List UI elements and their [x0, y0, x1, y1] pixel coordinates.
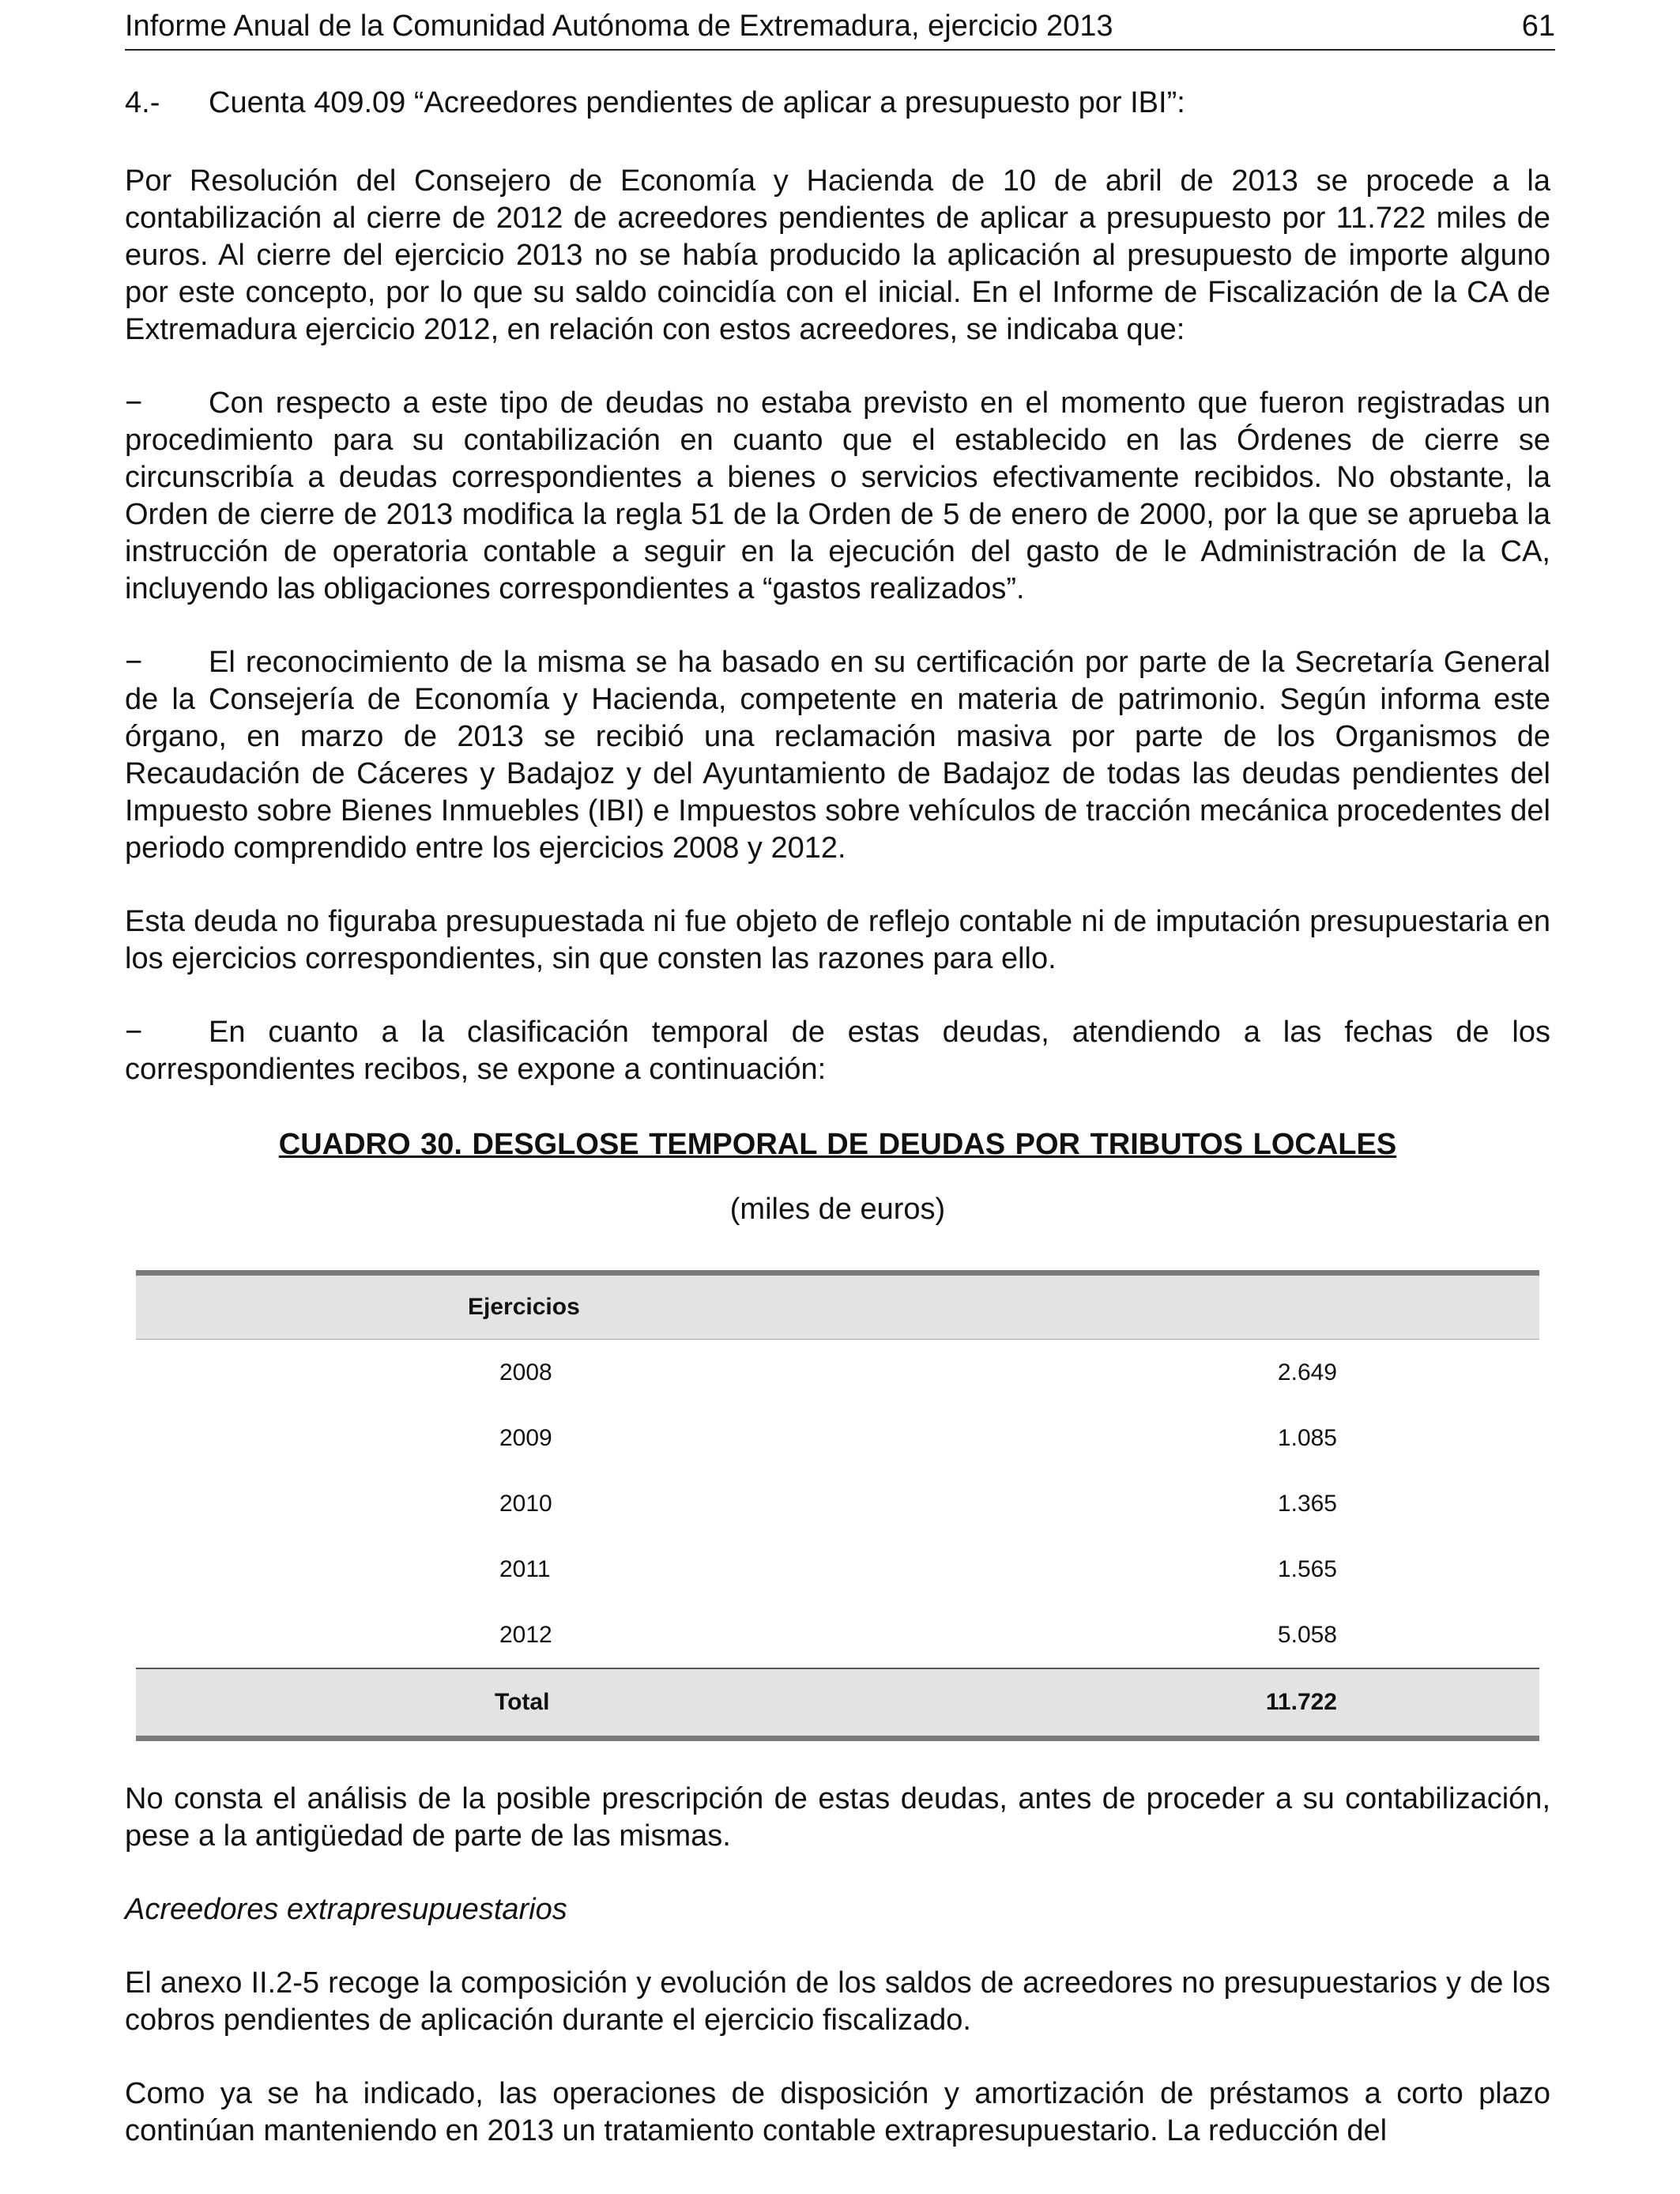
row-year: 2010	[499, 1490, 552, 1517]
section-title: Cuenta 409.09 “Acreedores pendientes de aplicar a presupuesto por IBI”:	[209, 86, 1185, 119]
row-year: 2012	[499, 1621, 552, 1648]
bullet-paragraph-1	[125, 385, 1550, 608]
table-row	[136, 1471, 1539, 1536]
row-value: 1.565	[1277, 1555, 1337, 1582]
bullet-dash: −	[125, 646, 143, 679]
page-number: 61	[1521, 9, 1555, 43]
row-value: 2.649	[1277, 1359, 1337, 1385]
section-number: 4.-	[125, 86, 160, 119]
row-year: 2008	[499, 1359, 552, 1385]
bullet-text-3: En cuanto a la clasificación temporal de estas deudas, atendiendo a las fechas de los correspondientes recibos, se expone a continuación:	[125, 1016, 1550, 1086]
page-header	[125, 6, 1555, 51]
row-year: 2011	[499, 1555, 551, 1582]
paragraph-3: No consta el análisis de la posible prescripción de estas deudas, antes de proceder a su contabilización, pese a la antigüedad de parte de las mismas.	[125, 1782, 1550, 1853]
header-empty	[1004, 1273, 1539, 1340]
bullet-text-2: El reconocimiento de la misma se ha basado en su certificación por parte de la Secretaría General de la Consejería de Economía y Hacienda, competente en materia de patrimonio. Según informa este órgano, en marzo de 2013 se recibió una reclamación masiva por parte de los Organismos de Recaudación de Cáceres y Badajoz y del Ayuntamiento de Badajoz de todas las deudas pendientes del Impuesto sobre Bienes Inmuebles (IBI) e Impuestos sobre vehículos de tracción mecánica procedentes del periodo comprendido entre los ejercicios 2008 y 2012.	[125, 646, 1550, 865]
paragraph-4: El anexo II.2-5 recoge la composición y evolución de los saldos de acreedores no presupuestarios y de los cobros pendientes de aplicación durante el ejercicio fiscalizado.	[125, 1966, 1550, 2037]
section-heading	[125, 84, 1550, 122]
row-value: 5.058	[1277, 1621, 1337, 1648]
bullet-paragraph-3	[125, 1014, 1550, 1088]
paragraph-2: Esta deuda no figuraba presupuestada ni fue objeto de reflejo contable ni de imputación presupuestaria en los ejercicios correspondientes, sin que consten las razones para ello.	[125, 905, 1550, 975]
table-header-row	[136, 1273, 1539, 1340]
row-year: 2009	[499, 1424, 552, 1451]
paragraph-1: Por Resolución del Consejero de Economía y Hacienda de 10 de abril de 2013 se procede a la contabilización al cierre de 2012 de acreedores pendientes de aplicar a presupuesto por 11.722 miles de euros. Al cierre del ejercicio 2013 no se había producido la aplicación al presupuesto de importe alguno por este concepto, por lo que su saldo coincidía con el inicial. En el Informe de Fiscalización de la CA de Extremadura ejercicio 2012, en relación con estos acreedores, se indicaba que:	[125, 164, 1550, 346]
bullet-dash: −	[125, 386, 143, 420]
bullet-dash: −	[125, 1016, 143, 1049]
header-title: Informe Anual de la Comunidad Autónoma de Extremadura, ejercicio 2013	[125, 9, 1113, 43]
header-ejercicios: Ejercicios	[136, 1273, 1004, 1340]
bullet-text-1: Con respecto a este tipo de deudas no estaba previsto en el momento que fueron registradas un procedimiento para su contabilización en cuanto que el establecido en las Órdenes de cierre se circunscribía a deudas correspondientes a bienes o servicios efectivamente recibidos. No obstante, la Orden de cierre de 2013 modifica la regla 51 de la Orden de 5 de enero de 2000, por la que se aprueba la instrucción de operatoria contable a seguir en la ejecución del gasto de le Administración de la CA, incluyendo las obligaciones correspondientes a “gastos realizados”.	[125, 386, 1550, 605]
after-table-section	[125, 1781, 1550, 2150]
table-title: CUADRO 30. DESGLOSE TEMPORAL DE DEUDAS POR TRIBUTOS LOCALES	[278, 1128, 1397, 1161]
table-row	[136, 1405, 1539, 1471]
table-row	[136, 1602, 1539, 1668]
total-value: 11.722	[1004, 1668, 1539, 1739]
total-label: Total	[136, 1668, 1004, 1739]
table-total-row	[136, 1668, 1539, 1739]
table-row	[136, 1536, 1539, 1602]
debt-breakdown-table	[136, 1270, 1539, 1741]
row-value: 1.365	[1277, 1490, 1337, 1517]
table-row	[136, 1340, 1539, 1406]
bullet-paragraph-2	[125, 644, 1550, 867]
paragraph-5: Como ya se ha indicado, las operaciones de disposición y amortización de préstamos a corto plazo continúan manteniendo en 2013 un tratamiento contable extrapresupuestario. La reducción del	[125, 2077, 1550, 2147]
row-value: 1.085	[1277, 1424, 1337, 1451]
page-content	[125, 84, 1550, 2186]
italic-subheading: Acreedores extrapresupuestarios	[125, 1893, 567, 1926]
table-subtitle: (miles de euros)	[729, 1193, 946, 1226]
